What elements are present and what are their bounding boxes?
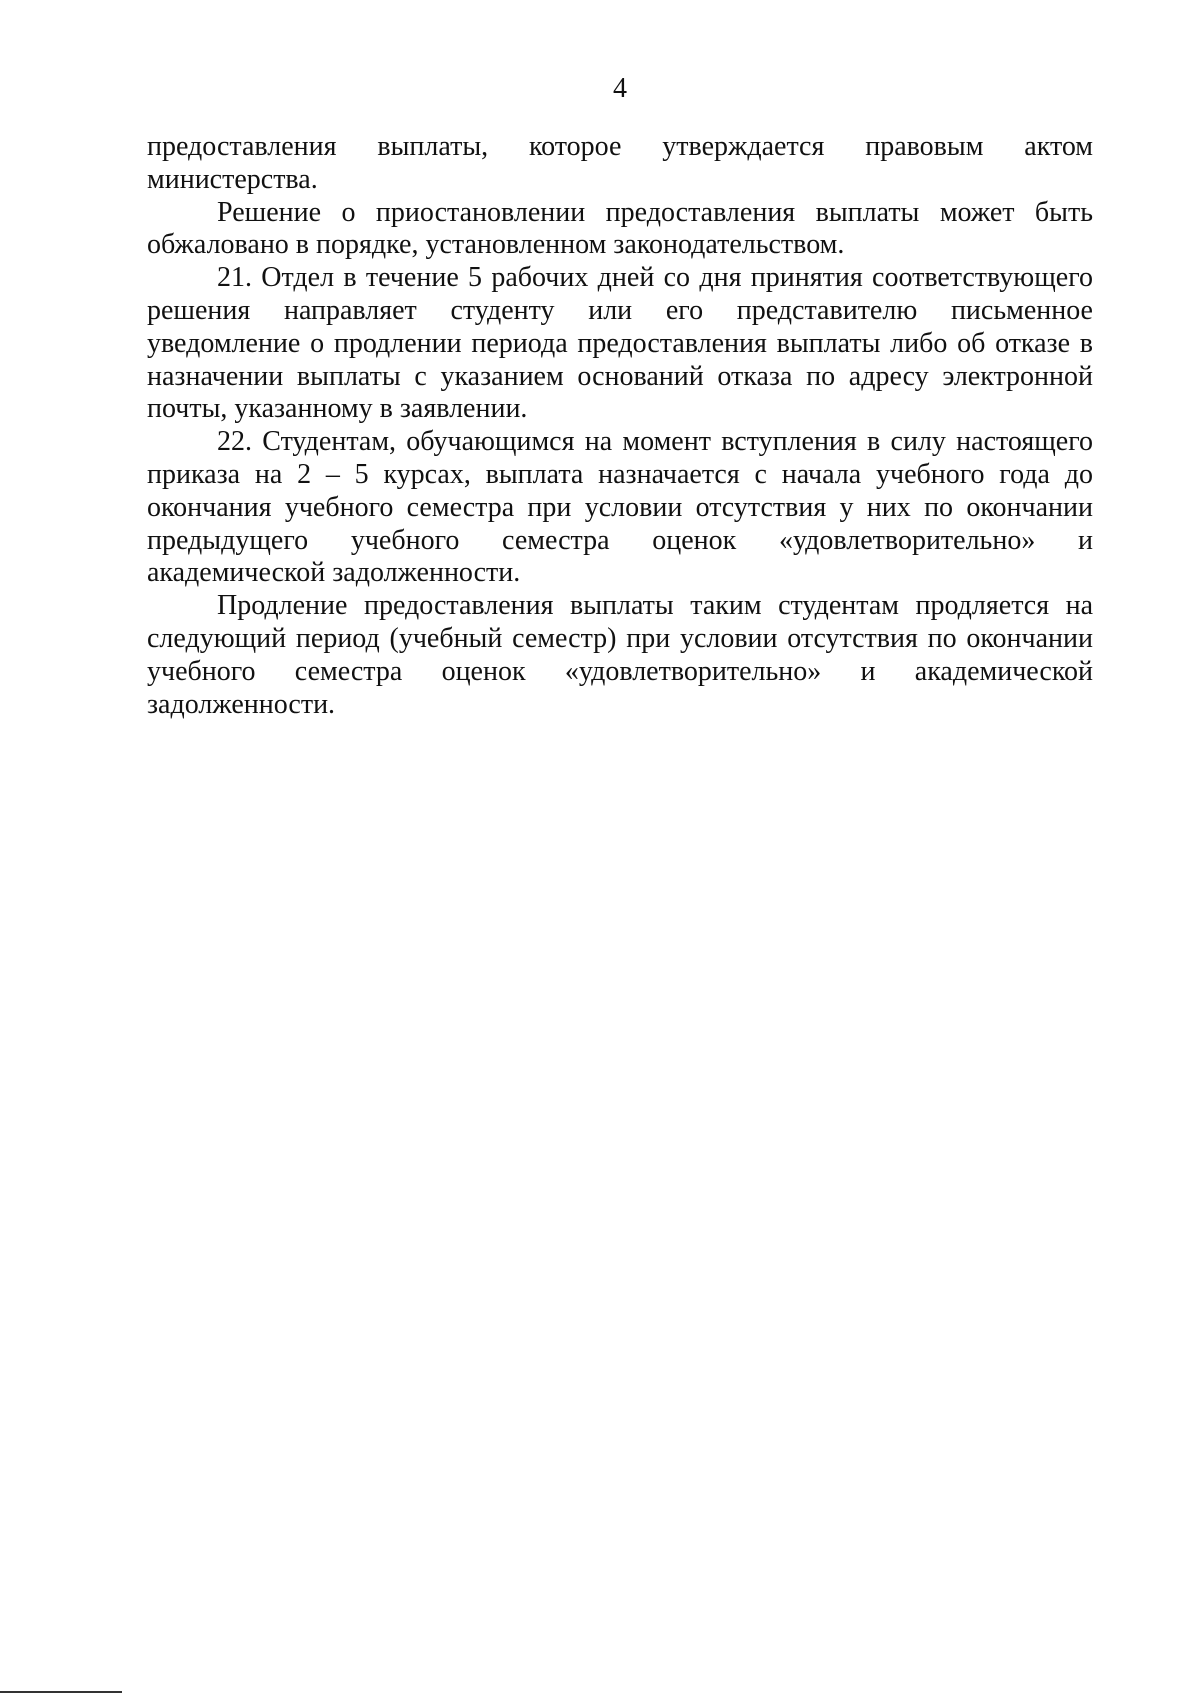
paragraph-item-21: 21. Отдел в течение 5 рабочих дней со дня принятия соответствующего решения направляет студенту или его представителю письменное уведомление о продлении периода предоставления выплаты либо об отказе в назначении выплаты с указанием оснований отказа по адресу электронной почты, указанному в заявлении.: [147, 262, 1093, 425]
bottom-edge-rule: [0, 1691, 122, 1693]
document-body: [147, 131, 1093, 721]
page-number: 4: [613, 73, 627, 104]
paragraph-extension: Продление предоставления выплаты таким студентам продляется на следующий период (учебный семестр) при условии отсутствия по окончании учебного семестра оценок «удовлетворительно» и академической задолженности.: [147, 590, 1093, 720]
paragraph-continuation: предоставления выплаты, которое утверждается правовым актом министерства.: [147, 131, 1093, 195]
paragraph-appeal: Решение о приостановлении предоставления выплаты может быть обжаловано в порядке, установленном законодательством.: [147, 196, 1093, 261]
paragraph-item-22: 22. Студентам, обучающимся на момент вступления в силу настоящего приказа на 2 – 5 курсах, выплата назначается с начала учебного года до окончания учебного семестра при условии отсутствия у них по окончании предыдущего учебного семестра оценок «удовлетворительно» и академической задолженности.: [147, 426, 1093, 589]
